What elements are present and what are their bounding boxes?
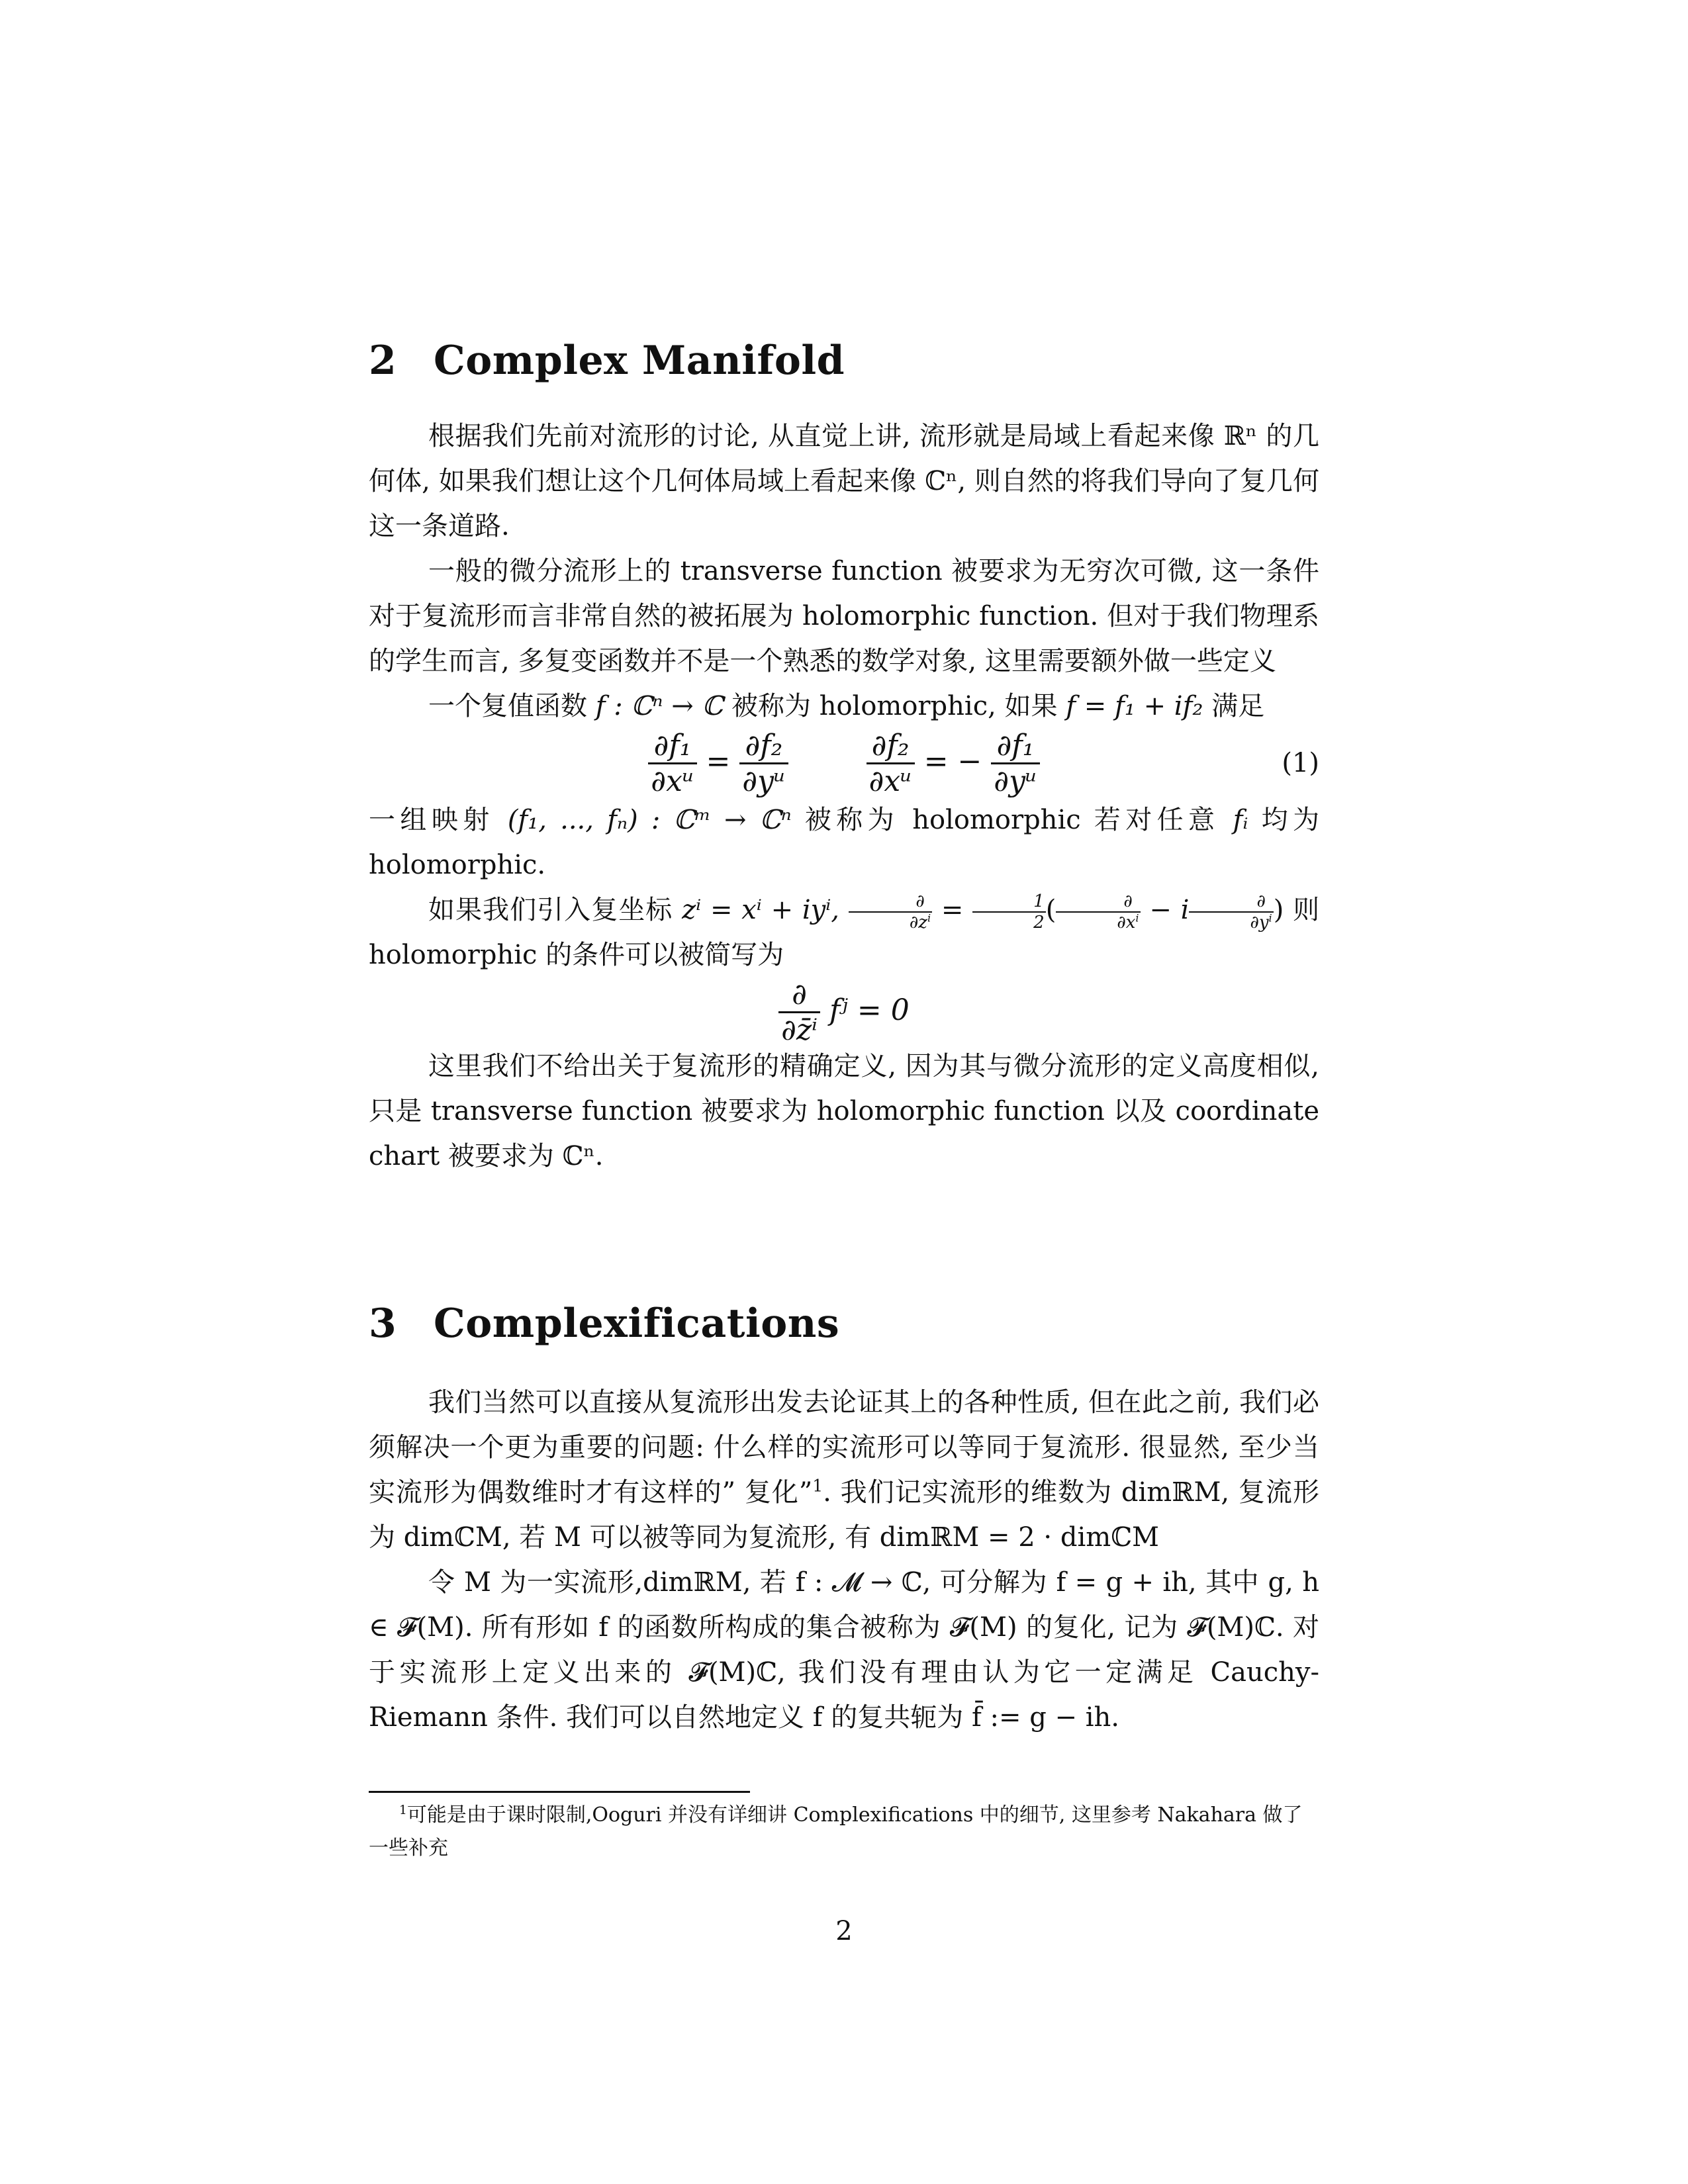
paragraph [369, 797, 1319, 887]
footnote-rule [369, 1791, 750, 1793]
text-span: 一个复值函数 [428, 691, 587, 721]
numerator: ∂f₁ [648, 729, 696, 764]
paragraph: 令 M 为一实流形,dimℝM, 若 f : 𝓜 → ℂ, 可分解为 f = g + ih, 其中 g, h ∈ 𝓕(M). 所有形如 f 的函数所构成的集合被称为 𝓕(M) 的复化, 记为 𝓕(M)ℂ. 对于实流形上定义出来的 𝓕(M)ℂ, 我们没有理由认为它一定满足 Cauchy-Riemann 条件. 我们可以自然地定义 f 的复共轭为 f̄ := g − ih. [369, 1567, 1319, 1733]
footnote-marker[interactable]: 1 [812, 1476, 823, 1496]
paragraph: 这里我们不给出关于复流形的精确定义, 因为其与微分流形的定义高度相似, 只是 transverse function 被要求为 holomorphic function 以及 coordinate chart 被要求为 ℂⁿ. [369, 1051, 1319, 1171]
paragraph: 根据我们先前对流形的讨论, 从直觉上讲, 流形就是局域上看起来像 ℝⁿ 的几何体, 如果我们想让这个几何体局域上看起来像 ℂⁿ, 则自然的将我们导向了复几何这一条道路. [369, 421, 1319, 541]
text-span: 我们当然可以直接从复流形出发去论证其上的各种性质, 但在此之前, 我们必须解决一个更为重要的问题: 什么样的实流形可以等同于复流形. 很显然, 至少当实流形为偶数维时才有这样的” 复化” [369, 1387, 1319, 1508]
math-inline: f = f₁ + if₂ [1066, 691, 1203, 721]
text-span: 均为 holomorphic. [369, 805, 1320, 880]
footnote [369, 1799, 1319, 1865]
section-3-body [369, 1380, 1319, 1740]
paragraph: 一般的微分流形上的 transverse function 被要求为无穷次可微, 这一条件对于复流形而言非常自然的被拓展为 holomorphic function. 但对于我们物理系的学生而言, 多复变函数并不是一个熟悉的数学对象, 这里需要额外做一些定义 [369, 556, 1319, 676]
denominator: ∂yᵘ [742, 764, 786, 798]
denominator: ∂z̄ⁱ [781, 1013, 818, 1047]
paragraph [369, 887, 1319, 978]
numerator: ∂f₂ [739, 729, 788, 764]
math-inline: zⁱ = xⁱ + iyⁱ, [682, 895, 840, 925]
numerator: ∂f₂ [867, 729, 915, 764]
section-2-body [369, 414, 1319, 1179]
denominator: ∂xᵘ [868, 764, 912, 798]
text-span: 被称为 holomorphic 若对任意 [804, 805, 1220, 835]
section-title: Complex Manifold [434, 338, 845, 384]
math-inline: fʲ = 0 [829, 993, 910, 1027]
math-inline: fᵢ [1233, 805, 1248, 835]
equation-1: $\frac{\text{∂f₁}}{\text{∂xᵘ}}$ = $\frac{\text{∂f₂}}{\text{∂yᵘ}}$ $\frac{\text{∂f₂}}{\text{∂xᵘ}}$ = − $\frac{\text{∂f₁}}{\text{∂yᵘ}}$ (1) [369, 729, 1319, 797]
numerator: ∂ [778, 978, 820, 1013]
section-number: 3 [369, 1300, 397, 1347]
paragraph [369, 1380, 1319, 1560]
math-inline: f : ℂⁿ → ℂ [595, 691, 724, 721]
section-title: Complexifications [434, 1300, 840, 1347]
denominator: ∂yᵘ [994, 764, 1037, 798]
section-3-heading [369, 1297, 1319, 1350]
text-span: 被称为 holomorphic, 如果 [731, 691, 1058, 721]
paragraph [369, 684, 1319, 729]
equation-number: (1) [1282, 748, 1319, 778]
fraction [991, 729, 1039, 798]
numerator: ∂f₁ [991, 729, 1039, 764]
footnote-text: 可能是由于课时限制,Ooguri 并没有详细讲 Complexifications 中的细节, 这里参考 Nakahara 做了一些补充 [369, 1803, 1303, 1860]
text-span: 一组映射 [369, 805, 494, 835]
math-inline: $\frac{\partial}{\partial z^i}$ = $\frac{1}{2}$ ( $\frac{\partial}{\partial x^i}$ − i $\frac{\partial}{\partial y^i}$ ) [849, 895, 1293, 925]
page-number: 2 [835, 1916, 853, 1946]
denominator: ∂xᵘ [651, 764, 694, 798]
fraction [648, 729, 696, 798]
equation-2 [369, 978, 1319, 1047]
footnote-marker: 1 [399, 1803, 407, 1817]
text-span: 则 holomorphic 的条件可以被简写为 [369, 895, 1320, 970]
text-span: 满足 [1211, 691, 1265, 721]
fraction [778, 978, 820, 1047]
fraction [867, 729, 915, 798]
section-2-heading [369, 334, 1319, 387]
math-inline: (f₁, ..., fₙ) : ℂᵐ → ℂⁿ [507, 805, 792, 835]
text-span: 如果我们引入复坐标 [428, 895, 673, 925]
text-span: . 我们记实流形的维数为 dimℝM, 复流形为 dimℂM, 若 M 可以被等同为复流形, 有 dimℝM = 2 · dimℂM [369, 1477, 1319, 1553]
fraction [739, 729, 788, 798]
section-number: 2 [369, 338, 397, 384]
